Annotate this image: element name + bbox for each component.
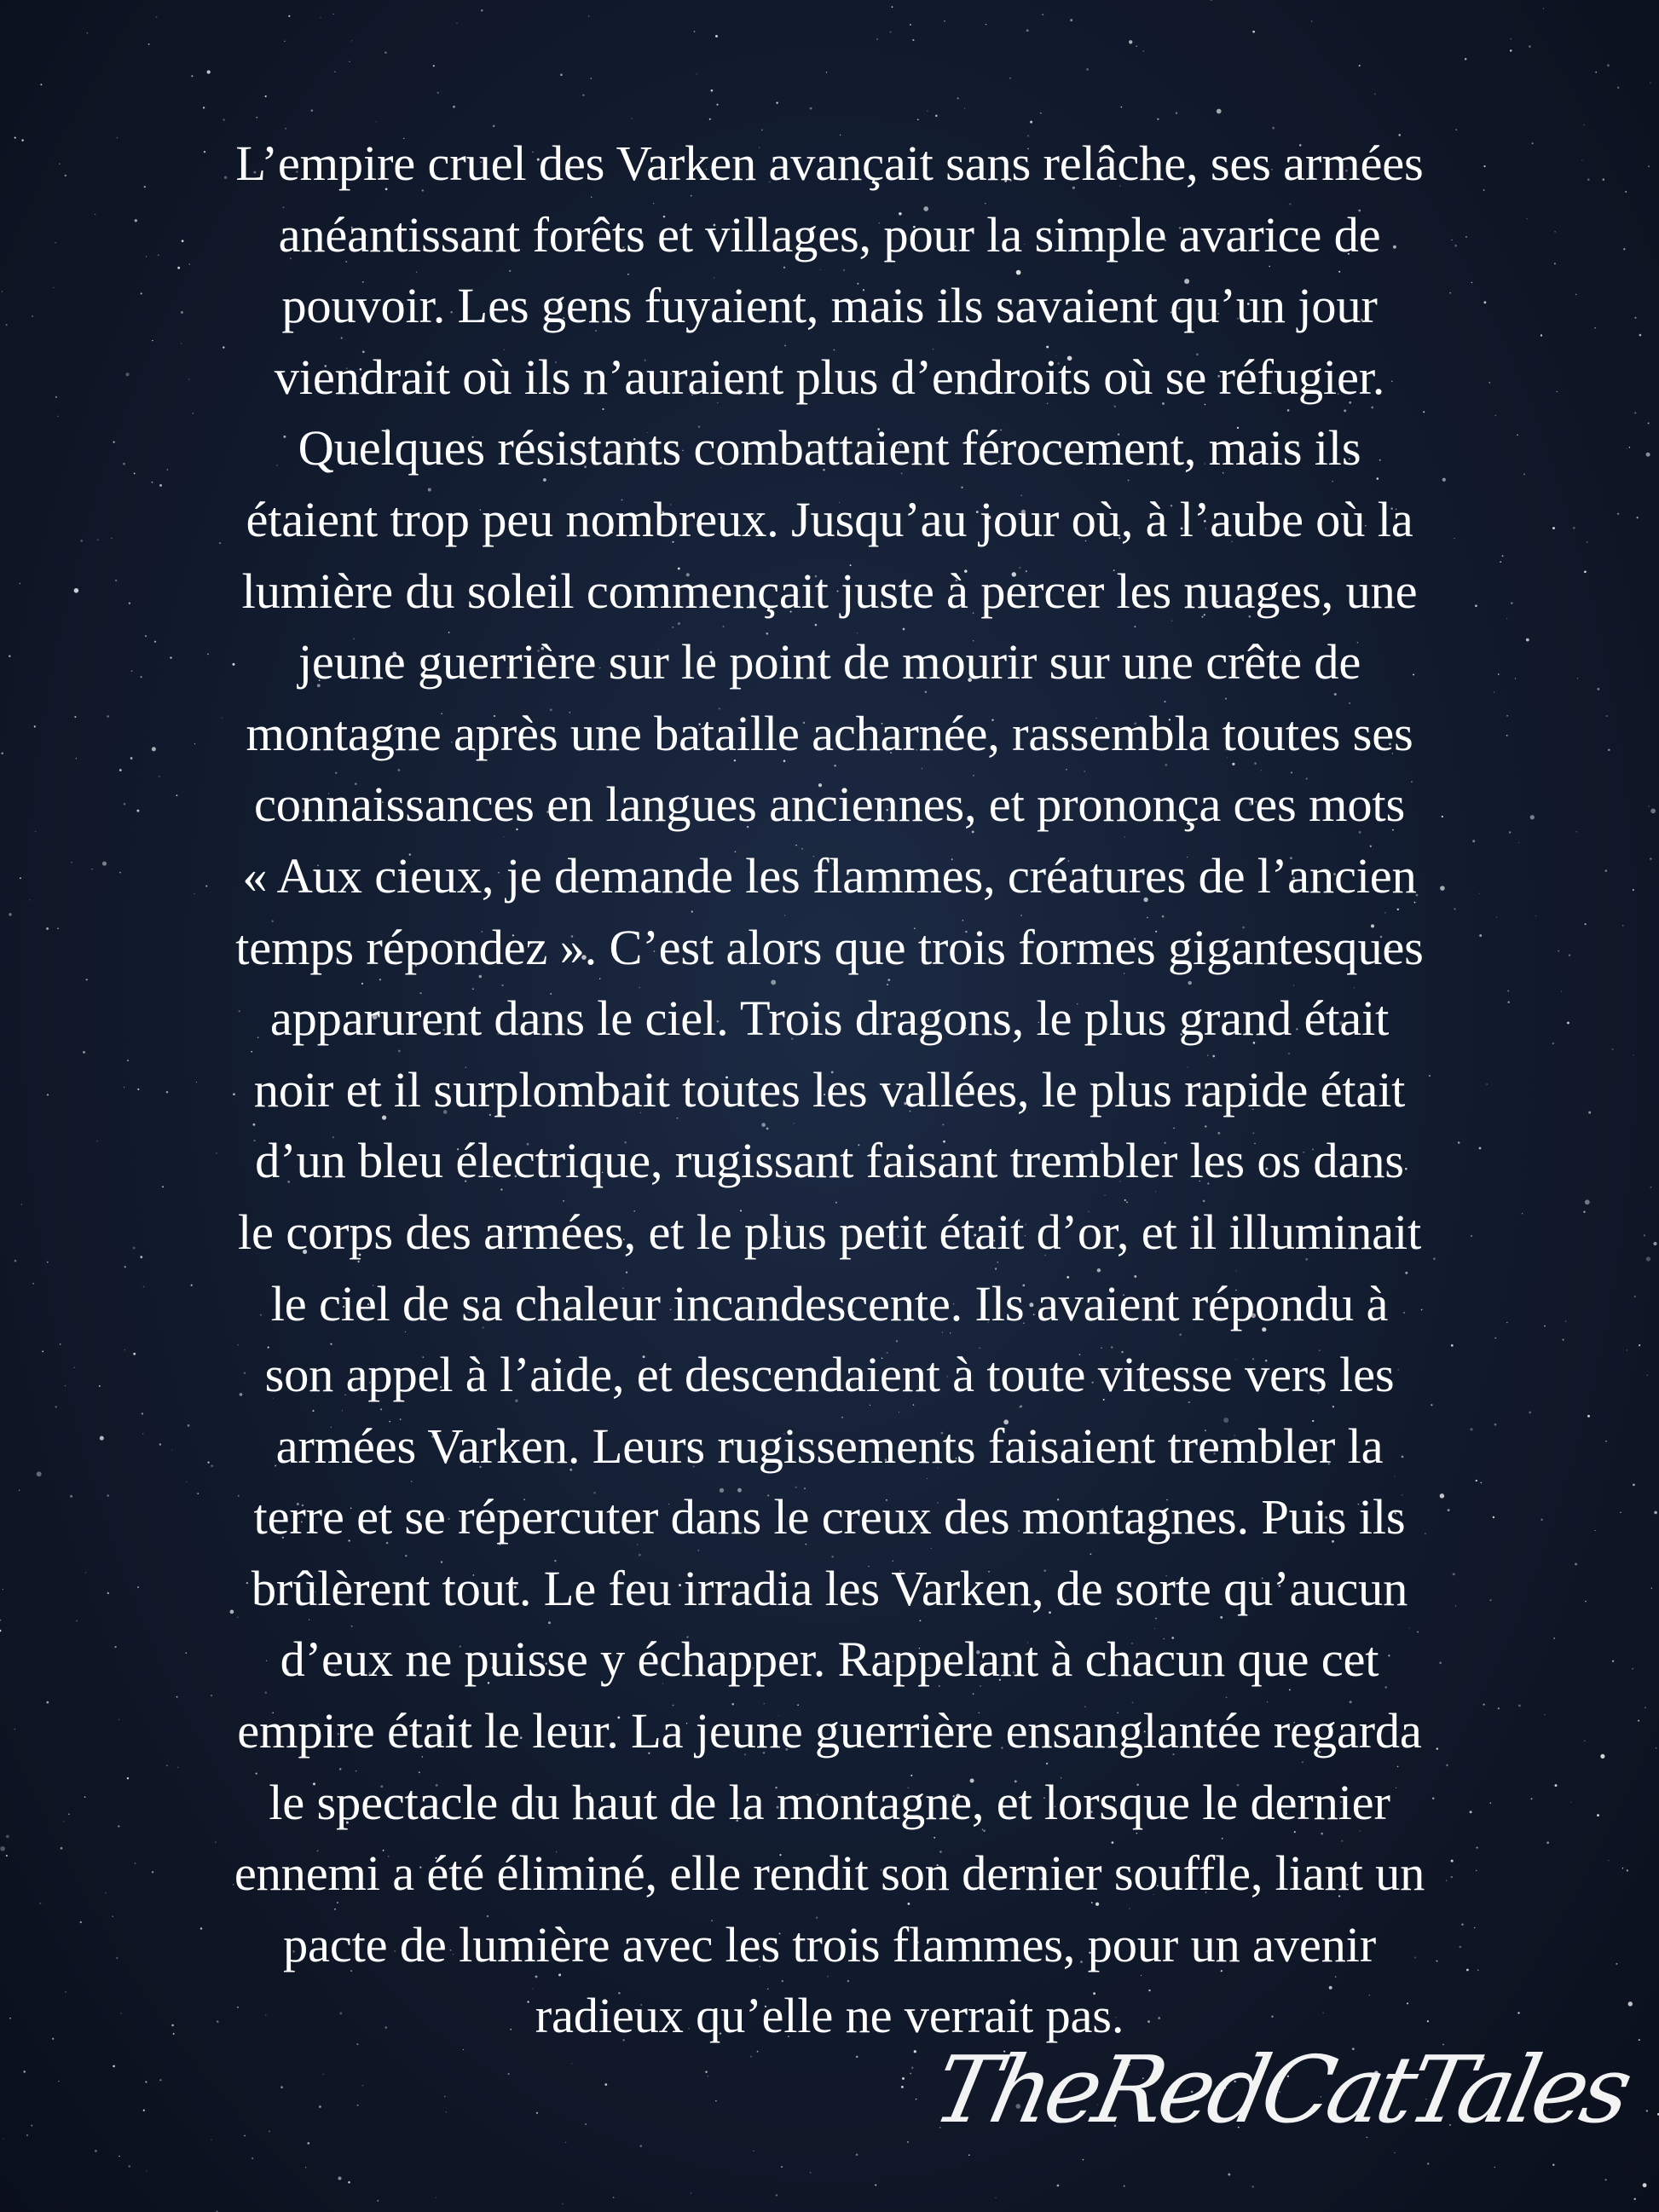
star bbox=[284, 41, 286, 43]
star bbox=[1639, 334, 1642, 337]
star bbox=[1575, 294, 1577, 296]
star bbox=[562, 2203, 563, 2204]
star bbox=[357, 2105, 359, 2106]
star bbox=[753, 2151, 754, 2152]
star bbox=[39, 1903, 41, 1904]
star bbox=[433, 65, 435, 66]
star bbox=[1612, 1048, 1614, 1050]
story-line: connaissances en langues anciennes, et prononça ces mots bbox=[253, 777, 1406, 833]
star bbox=[1622, 925, 1624, 927]
star bbox=[95, 2150, 97, 2152]
story-line: d’eux ne puisse y échapper. Rappelant à chacun que cet bbox=[280, 1632, 1379, 1688]
star bbox=[21, 139, 23, 141]
star bbox=[376, 121, 377, 122]
star bbox=[223, 118, 224, 120]
story-line: pouvoir. Les gens fuyaient, mais ils savaient qu’un jour bbox=[281, 278, 1378, 334]
star bbox=[265, 95, 267, 97]
star bbox=[585, 2123, 586, 2124]
star bbox=[694, 31, 696, 32]
star bbox=[1595, 72, 1597, 73]
star bbox=[1634, 1296, 1636, 1297]
star bbox=[80, 540, 82, 541]
star bbox=[251, 2157, 253, 2159]
star bbox=[68, 1813, 70, 1815]
star bbox=[348, 2181, 350, 2184]
star bbox=[14, 1729, 15, 1730]
star bbox=[59, 164, 60, 165]
star bbox=[1510, 49, 1512, 52]
star bbox=[1627, 1869, 1628, 1871]
star bbox=[446, 2111, 447, 2112]
star bbox=[711, 90, 714, 92]
star bbox=[0, 1846, 5, 1851]
star bbox=[60, 1343, 61, 1345]
star bbox=[781, 2166, 783, 2168]
star bbox=[1120, 107, 1122, 108]
star bbox=[1252, 31, 1255, 33]
star bbox=[856, 2154, 858, 2157]
star bbox=[565, 2142, 566, 2143]
star bbox=[384, 51, 387, 54]
star bbox=[58, 416, 60, 418]
star bbox=[1628, 2001, 1633, 2006]
story-line: pacte de lumière avec les trois flammes, pour un avenir bbox=[283, 1916, 1376, 1972]
star bbox=[65, 175, 66, 176]
star bbox=[927, 111, 928, 112]
star bbox=[55, 1406, 57, 1407]
star bbox=[1639, 1344, 1640, 1346]
star bbox=[319, 2105, 321, 2108]
story-line: empire était le leur. La jeune guerrière ensanglantée regarda bbox=[237, 1703, 1422, 1759]
star bbox=[74, 716, 76, 718]
star bbox=[57, 927, 58, 928]
star bbox=[1634, 2198, 1636, 2200]
star bbox=[1654, 1511, 1657, 1515]
star bbox=[1646, 1256, 1650, 1261]
star bbox=[1042, 14, 1043, 15]
star bbox=[145, 2081, 147, 2082]
star bbox=[307, 2142, 309, 2145]
star bbox=[70, 1495, 72, 1498]
star bbox=[968, 2154, 970, 2156]
star bbox=[776, 102, 777, 104]
star bbox=[910, 24, 911, 26]
star bbox=[53, 287, 54, 288]
star bbox=[1605, 869, 1608, 872]
star bbox=[83, 1051, 85, 1054]
signature-text: TheRedCatTales bbox=[924, 2037, 1637, 2144]
star bbox=[113, 2065, 115, 2068]
star bbox=[288, 15, 290, 17]
star bbox=[1587, 178, 1590, 181]
star bbox=[1136, 45, 1137, 47]
star bbox=[80, 1921, 82, 1923]
story-line: radieux qu’elle ne verrait pas. bbox=[535, 1988, 1124, 2044]
star bbox=[244, 2135, 246, 2137]
star bbox=[588, 15, 589, 16]
star bbox=[715, 2100, 717, 2102]
star bbox=[1374, 94, 1375, 95]
star bbox=[42, 1351, 43, 1353]
star bbox=[1584, 570, 1587, 573]
star bbox=[30, 899, 31, 900]
star bbox=[76, 758, 77, 759]
star bbox=[61, 1847, 63, 1850]
star bbox=[1176, 112, 1178, 114]
star bbox=[1603, 178, 1605, 181]
star bbox=[604, 2083, 607, 2086]
star bbox=[1639, 2039, 1640, 2041]
star bbox=[6, 1855, 8, 1857]
star bbox=[47, 1094, 49, 1095]
star bbox=[63, 1821, 64, 1822]
star bbox=[1644, 1234, 1645, 1236]
story-line: « Aux cieux, je demande les flammes, créatures de l’ancien bbox=[242, 847, 1417, 904]
star bbox=[23, 2071, 26, 2073]
star bbox=[696, 73, 697, 74]
star bbox=[1645, 1707, 1646, 1708]
star bbox=[571, 2063, 572, 2064]
star bbox=[1511, 38, 1512, 39]
star bbox=[1587, 541, 1588, 543]
star bbox=[1211, 0, 1212, 1]
star bbox=[9, 913, 11, 915]
signature-watermark bbox=[924, 1999, 1637, 2169]
star bbox=[944, 20, 945, 22]
star bbox=[203, 107, 205, 108]
star bbox=[1616, 1963, 1617, 1965]
star bbox=[85, 1572, 86, 1573]
star bbox=[1617, 87, 1619, 89]
star bbox=[716, 104, 718, 106]
star bbox=[453, 106, 455, 108]
story-line: brûlèrent tout. Le feu irradia les Varken, de sorte qu’aucun bbox=[251, 1560, 1408, 1616]
star bbox=[536, 2112, 538, 2114]
star bbox=[76, 1620, 78, 1622]
star bbox=[280, 2086, 283, 2088]
star bbox=[19, 1490, 20, 1491]
star bbox=[1648, 165, 1650, 167]
star bbox=[1083, 2159, 1084, 2161]
star bbox=[46, 1701, 49, 1704]
story-line: ennemi a été éliminé, elle rendit son dernier souffle, liant un bbox=[234, 1845, 1425, 1902]
story-line: son appel à l’aide, et descendaient à toute vitesse vers les bbox=[264, 1347, 1395, 1403]
star bbox=[1646, 2110, 1649, 2112]
star bbox=[1629, 447, 1631, 448]
story-line: L’empire cruel des Varken avançait sans relâche, ses armées bbox=[235, 136, 1424, 191]
star bbox=[87, 32, 89, 34]
star bbox=[1576, 831, 1577, 832]
star bbox=[349, 61, 350, 62]
star bbox=[1623, 248, 1625, 250]
story-line: le spectacle du haut de la montagne, et lorsque le dernier bbox=[269, 1774, 1390, 1830]
star bbox=[1129, 40, 1132, 43]
star bbox=[1604, 2179, 1606, 2180]
star bbox=[1597, 1814, 1599, 1816]
star bbox=[957, 97, 959, 99]
star bbox=[582, 94, 584, 95]
star bbox=[508, 2073, 510, 2075]
star bbox=[640, 2145, 643, 2147]
star bbox=[46, 927, 49, 930]
story-line: Quelques résistants combattaient férocement, mais ils bbox=[298, 420, 1361, 476]
star bbox=[1040, 113, 1042, 114]
story-line: lumière du soleil commençait juste à percer les nuages, une bbox=[241, 563, 1418, 619]
star bbox=[1157, 118, 1159, 120]
star bbox=[1606, 715, 1608, 717]
star bbox=[1595, 1530, 1596, 1531]
star bbox=[1581, 160, 1582, 161]
star bbox=[935, 115, 938, 118]
star bbox=[590, 78, 592, 79]
star bbox=[1632, 1668, 1633, 1669]
story-line: temps répondez ». C’est alors que trois formes gigantesques bbox=[235, 919, 1424, 975]
star bbox=[1638, 1720, 1639, 1722]
star bbox=[40, 84, 42, 85]
story-line: anéantissant forêts et villages, pour la simple avarice de bbox=[278, 206, 1381, 263]
star bbox=[1637, 517, 1639, 518]
star bbox=[1617, 513, 1619, 515]
star bbox=[856, 2056, 858, 2059]
star bbox=[902, 2077, 905, 2080]
star bbox=[1543, 8, 1544, 9]
star bbox=[118, 2156, 119, 2157]
star bbox=[1597, 688, 1599, 690]
story-text bbox=[90, 128, 1569, 2052]
star bbox=[437, 92, 439, 94]
star bbox=[1583, 1211, 1585, 1213]
star bbox=[6, 324, 8, 326]
star bbox=[705, 2071, 707, 2073]
star bbox=[715, 35, 718, 38]
star bbox=[1583, 124, 1584, 125]
star bbox=[912, 39, 914, 41]
star bbox=[55, 396, 57, 398]
star bbox=[156, 16, 158, 18]
star bbox=[560, 73, 563, 76]
star bbox=[964, 108, 965, 109]
star bbox=[1651, 1587, 1653, 1589]
star bbox=[1009, 78, 1011, 79]
star bbox=[14, 1260, 17, 1262]
star bbox=[1620, 1511, 1621, 1513]
star bbox=[1634, 317, 1636, 319]
star bbox=[1600, 1754, 1604, 1759]
story-line: noir et il surplombait toutes les vallées, le plus rapide était bbox=[253, 1061, 1406, 1118]
star bbox=[1217, 109, 1222, 114]
star bbox=[1605, 1441, 1607, 1442]
star bbox=[129, 2165, 130, 2167]
star bbox=[493, 125, 494, 127]
star bbox=[1608, 1860, 1609, 1861]
star bbox=[1650, 858, 1651, 859]
star bbox=[876, 38, 878, 40]
star bbox=[148, 43, 150, 45]
star bbox=[907, 2141, 909, 2143]
star bbox=[1070, 19, 1072, 21]
star bbox=[776, 2194, 777, 2196]
star bbox=[1588, 1112, 1591, 1114]
star bbox=[1653, 1242, 1656, 1245]
star bbox=[1647, 1375, 1648, 1376]
star bbox=[19, 583, 20, 585]
star bbox=[1585, 1601, 1586, 1602]
star bbox=[1577, 678, 1578, 679]
star bbox=[1584, 923, 1586, 925]
star bbox=[901, 2086, 904, 2088]
star bbox=[20, 877, 21, 879]
star bbox=[146, 2170, 147, 2171]
star bbox=[1359, 65, 1361, 66]
star bbox=[1465, 58, 1467, 61]
star bbox=[810, 107, 812, 110]
star bbox=[1650, 1187, 1652, 1188]
star bbox=[47, 1262, 49, 1263]
star bbox=[52, 2038, 54, 2040]
star bbox=[1633, 889, 1634, 891]
star bbox=[191, 75, 193, 77]
star bbox=[910, 2073, 911, 2075]
star bbox=[1026, 29, 1029, 32]
story-line: armées Varken. Leurs rugissements faisaient trembler la bbox=[275, 1418, 1384, 1474]
star bbox=[2, 291, 3, 292]
star bbox=[1570, 1802, 1571, 1803]
star bbox=[1612, 1660, 1614, 1662]
star bbox=[207, 70, 211, 73]
star bbox=[1311, 20, 1312, 21]
star bbox=[1650, 809, 1656, 814]
star bbox=[911, 2067, 914, 2070]
star bbox=[323, 2074, 324, 2075]
star bbox=[890, 32, 892, 33]
star bbox=[256, 117, 257, 118]
star bbox=[351, 40, 352, 41]
star bbox=[1573, 527, 1575, 529]
star bbox=[613, 2197, 615, 2198]
story-line: viendrait où ils n’auraient plus d’endroits où se réfugier. bbox=[274, 349, 1385, 405]
star bbox=[35, 831, 37, 833]
star bbox=[0, 1620, 1, 1621]
star bbox=[1633, 1484, 1635, 1487]
star bbox=[1057, 2185, 1060, 2187]
star bbox=[269, 2130, 270, 2132]
star bbox=[810, 2172, 812, 2174]
star bbox=[338, 2176, 341, 2180]
star bbox=[1086, 68, 1089, 71]
star bbox=[1587, 1415, 1590, 1418]
star bbox=[31, 2125, 32, 2127]
star bbox=[1607, 64, 1610, 66]
star bbox=[9, 656, 11, 658]
star bbox=[362, 2085, 364, 2087]
star bbox=[1634, 412, 1636, 413]
star bbox=[1594, 327, 1596, 329]
star bbox=[1585, 1199, 1590, 1204]
star bbox=[0, 1630, 1, 1632]
star bbox=[691, 2192, 692, 2194]
star bbox=[1, 752, 3, 754]
story-line: jeune guerrière sur le point de mourir sur une crête de bbox=[298, 634, 1361, 690]
story-line: montagne après une bataille acharnée, rassembla toutes ses bbox=[246, 705, 1413, 761]
star bbox=[73, 1366, 75, 1368]
story-line: le corps des armées, et le plus petit était d’or, et il illuminait bbox=[237, 1204, 1422, 1260]
star bbox=[1625, 191, 1627, 193]
star bbox=[1124, 2186, 1125, 2187]
story-line: terre et se répercuter dans le creux des montagnes. Puis ils bbox=[253, 1489, 1406, 1545]
star bbox=[917, 118, 919, 120]
story-line: le ciel de sa chaleur incandescente. Ils avaient répondu à bbox=[270, 1275, 1389, 1331]
star bbox=[320, 17, 321, 18]
star bbox=[1143, 50, 1144, 51]
story-line: d’un bleu électrique, rugissant faisant trembler les os dans bbox=[255, 1133, 1404, 1189]
star bbox=[481, 9, 483, 12]
star bbox=[34, 725, 36, 727]
star bbox=[310, 109, 313, 112]
star bbox=[65, 1385, 66, 1386]
star bbox=[3, 2139, 4, 2140]
star bbox=[14, 137, 16, 139]
star bbox=[71, 862, 72, 863]
star bbox=[1643, 2183, 1647, 2187]
star bbox=[6, 1835, 9, 1839]
star bbox=[456, 22, 458, 24]
star bbox=[709, 118, 711, 120]
star bbox=[159, 2079, 161, 2081]
star bbox=[1529, 45, 1531, 48]
star bbox=[1646, 453, 1650, 457]
star bbox=[750, 2056, 752, 2058]
star bbox=[65, 1991, 66, 1992]
star bbox=[74, 588, 79, 593]
star bbox=[377, 2200, 379, 2202]
star bbox=[143, 2110, 145, 2111]
star bbox=[86, 979, 88, 980]
star bbox=[1648, 423, 1650, 424]
star bbox=[1030, 121, 1032, 124]
star bbox=[892, 6, 893, 8]
star bbox=[58, 2081, 60, 2082]
star bbox=[84, 1796, 86, 1798]
star bbox=[37, 1471, 42, 1476]
star bbox=[9, 2018, 11, 2019]
star bbox=[32, 1283, 34, 1285]
star bbox=[1251, 2186, 1254, 2188]
star bbox=[916, 2099, 917, 2100]
star bbox=[26, 2134, 28, 2136]
star bbox=[305, 2167, 306, 2168]
story-line: étaient trop peu nombreux. Jusqu’au jour où, à l’aube où la bbox=[246, 491, 1413, 547]
star bbox=[875, 2184, 876, 2186]
star bbox=[1228, 2174, 1230, 2176]
star bbox=[1575, 1562, 1577, 1565]
story-line: apparurent dans le ciel. Trois dragons, le plus grand était bbox=[269, 990, 1390, 1047]
star bbox=[1608, 748, 1610, 751]
star bbox=[444, 2096, 446, 2098]
